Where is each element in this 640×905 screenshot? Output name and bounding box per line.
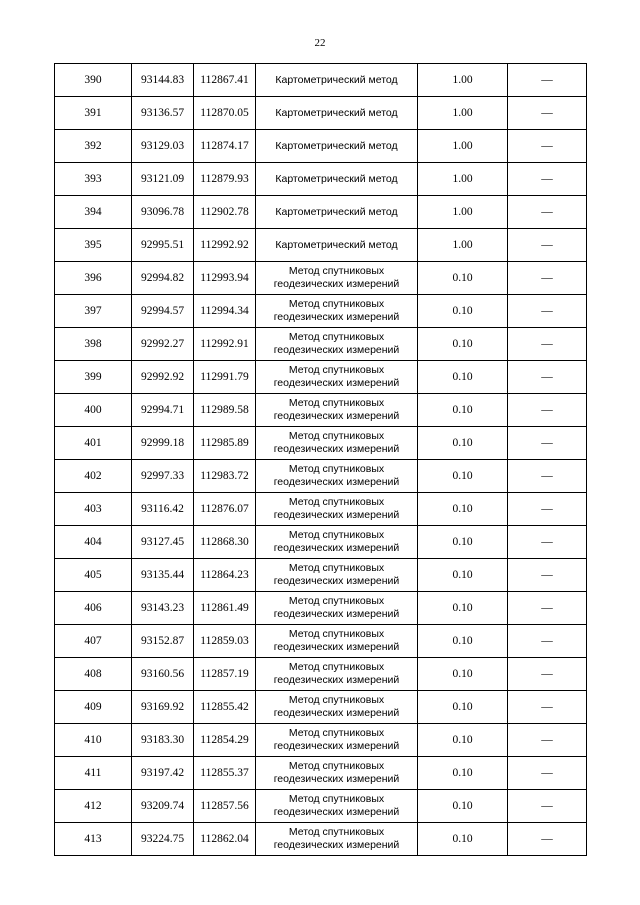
table-row: [55, 361, 587, 394]
method-cell: Картометрический метод: [256, 130, 418, 163]
note-cell: —: [508, 229, 587, 262]
accuracy-cell: 0.10: [418, 691, 508, 724]
method-cell: Метод спутниковых геодезических измерений: [256, 295, 418, 328]
point-number-cell: 397: [55, 295, 132, 328]
accuracy-cell: 0.10: [418, 427, 508, 460]
note-cell: —: [508, 163, 587, 196]
accuracy-cell: 0.10: [418, 592, 508, 625]
note-cell: —: [508, 262, 587, 295]
method-cell: Метод спутниковых геодезических измерений: [256, 757, 418, 790]
note-cell: —: [508, 691, 587, 724]
x-coordinate-cell: 92994.71: [132, 394, 194, 427]
method-cell: Метод спутниковых геодезических измерений: [256, 691, 418, 724]
point-number-cell: 407: [55, 625, 132, 658]
accuracy-cell: 0.10: [418, 559, 508, 592]
table-row: [55, 724, 587, 757]
x-coordinate-cell: 93135.44: [132, 559, 194, 592]
point-number-cell: 410: [55, 724, 132, 757]
x-coordinate-cell: 93116.42: [132, 493, 194, 526]
point-number-cell: 411: [55, 757, 132, 790]
accuracy-cell: 0.10: [418, 757, 508, 790]
note-cell: —: [508, 328, 587, 361]
note-cell: —: [508, 559, 587, 592]
y-coordinate-cell: 112855.42: [194, 691, 256, 724]
table-row: [55, 526, 587, 559]
note-cell: —: [508, 526, 587, 559]
x-coordinate-cell: 93183.30: [132, 724, 194, 757]
x-coordinate-cell: 93144.83: [132, 64, 194, 97]
table-row: [55, 163, 587, 196]
note-cell: —: [508, 790, 587, 823]
accuracy-cell: 0.10: [418, 790, 508, 823]
x-coordinate-cell: 93129.03: [132, 130, 194, 163]
table-row: [55, 460, 587, 493]
point-number-cell: 413: [55, 823, 132, 856]
x-coordinate-cell: 93169.92: [132, 691, 194, 724]
note-cell: —: [508, 658, 587, 691]
accuracy-cell: 0.10: [418, 295, 508, 328]
accuracy-cell: 1.00: [418, 163, 508, 196]
method-cell: Метод спутниковых геодезических измерений: [256, 658, 418, 691]
y-coordinate-cell: 112862.04: [194, 823, 256, 856]
table-row: [55, 196, 587, 229]
y-coordinate-cell: 112993.94: [194, 262, 256, 295]
note-cell: —: [508, 130, 587, 163]
y-coordinate-cell: 112992.91: [194, 328, 256, 361]
accuracy-cell: 0.10: [418, 724, 508, 757]
y-coordinate-cell: 112876.07: [194, 493, 256, 526]
y-coordinate-cell: 112989.58: [194, 394, 256, 427]
method-cell: Картометрический метод: [256, 97, 418, 130]
note-cell: —: [508, 493, 587, 526]
point-number-cell: 406: [55, 592, 132, 625]
method-cell: Картометрический метод: [256, 196, 418, 229]
point-number-cell: 399: [55, 361, 132, 394]
point-number-cell: 401: [55, 427, 132, 460]
table-row: [55, 97, 587, 130]
note-cell: —: [508, 823, 587, 856]
note-cell: —: [508, 592, 587, 625]
x-coordinate-cell: 92992.92: [132, 361, 194, 394]
y-coordinate-cell: 112879.93: [194, 163, 256, 196]
method-cell: Метод спутниковых геодезических измерений: [256, 427, 418, 460]
accuracy-cell: 0.10: [418, 394, 508, 427]
table-row: [55, 658, 587, 691]
method-cell: Картометрический метод: [256, 163, 418, 196]
y-coordinate-cell: 112854.29: [194, 724, 256, 757]
accuracy-cell: 1.00: [418, 64, 508, 97]
accuracy-cell: 1.00: [418, 196, 508, 229]
table-row: [55, 691, 587, 724]
table-row: [55, 592, 587, 625]
table-row: [55, 295, 587, 328]
y-coordinate-cell: 112870.05: [194, 97, 256, 130]
point-number-cell: 404: [55, 526, 132, 559]
point-number-cell: 394: [55, 196, 132, 229]
point-number-cell: 408: [55, 658, 132, 691]
accuracy-cell: 0.10: [418, 460, 508, 493]
table-row: [55, 757, 587, 790]
y-coordinate-cell: 112859.03: [194, 625, 256, 658]
method-cell: Метод спутниковых геодезических измерений: [256, 394, 418, 427]
method-cell: Метод спутниковых геодезических измерений: [256, 262, 418, 295]
note-cell: —: [508, 625, 587, 658]
method-cell: Метод спутниковых геодезических измерений: [256, 328, 418, 361]
method-cell: Метод спутниковых геодезических измерений: [256, 724, 418, 757]
table-row: [55, 328, 587, 361]
x-coordinate-cell: 93136.57: [132, 97, 194, 130]
x-coordinate-cell: 92994.57: [132, 295, 194, 328]
accuracy-cell: 1.00: [418, 229, 508, 262]
y-coordinate-cell: 112864.23: [194, 559, 256, 592]
y-coordinate-cell: 112985.89: [194, 427, 256, 460]
y-coordinate-cell: 112902.78: [194, 196, 256, 229]
accuracy-cell: 0.10: [418, 823, 508, 856]
x-coordinate-cell: 93143.23: [132, 592, 194, 625]
x-coordinate-cell: 93152.87: [132, 625, 194, 658]
x-coordinate-cell: 93197.42: [132, 757, 194, 790]
table-row: [55, 394, 587, 427]
note-cell: —: [508, 427, 587, 460]
y-coordinate-cell: 112855.37: [194, 757, 256, 790]
note-cell: —: [508, 196, 587, 229]
y-coordinate-cell: 112983.72: [194, 460, 256, 493]
y-coordinate-cell: 112857.56: [194, 790, 256, 823]
accuracy-cell: 1.00: [418, 97, 508, 130]
coordinates-table-body: [55, 64, 587, 856]
y-coordinate-cell: 112874.17: [194, 130, 256, 163]
method-cell: Метод спутниковых геодезических измерений: [256, 625, 418, 658]
y-coordinate-cell: 112857.19: [194, 658, 256, 691]
x-coordinate-cell: 93224.75: [132, 823, 194, 856]
table-row: [55, 790, 587, 823]
accuracy-cell: 0.10: [418, 361, 508, 394]
method-cell: Метод спутниковых геодезических измерений: [256, 790, 418, 823]
method-cell: Метод спутниковых геодезических измерений: [256, 526, 418, 559]
method-cell: Метод спутниковых геодезических измерений: [256, 460, 418, 493]
point-number-cell: 390: [55, 64, 132, 97]
point-number-cell: 395: [55, 229, 132, 262]
x-coordinate-cell: 92994.82: [132, 262, 194, 295]
point-number-cell: 396: [55, 262, 132, 295]
method-cell: Метод спутниковых геодезических измерений: [256, 559, 418, 592]
x-coordinate-cell: 93127.45: [132, 526, 194, 559]
point-number-cell: 412: [55, 790, 132, 823]
point-number-cell: 392: [55, 130, 132, 163]
note-cell: —: [508, 724, 587, 757]
point-number-cell: 403: [55, 493, 132, 526]
accuracy-cell: 0.10: [418, 328, 508, 361]
method-cell: Картометрический метод: [256, 64, 418, 97]
y-coordinate-cell: 112861.49: [194, 592, 256, 625]
accuracy-cell: 0.10: [418, 625, 508, 658]
y-coordinate-cell: 112867.41: [194, 64, 256, 97]
x-coordinate-cell: 93121.09: [132, 163, 194, 196]
table-row: [55, 427, 587, 460]
point-number-cell: 400: [55, 394, 132, 427]
method-cell: Метод спутниковых геодезических измерений: [256, 823, 418, 856]
y-coordinate-cell: 112992.92: [194, 229, 256, 262]
accuracy-cell: 1.00: [418, 130, 508, 163]
table-row: [55, 493, 587, 526]
note-cell: —: [508, 757, 587, 790]
table-row: [55, 625, 587, 658]
note-cell: —: [508, 460, 587, 493]
x-coordinate-cell: 92995.51: [132, 229, 194, 262]
x-coordinate-cell: 93096.78: [132, 196, 194, 229]
note-cell: —: [508, 394, 587, 427]
table-row: [55, 262, 587, 295]
point-number-cell: 398: [55, 328, 132, 361]
accuracy-cell: 0.10: [418, 658, 508, 691]
point-number-cell: 393: [55, 163, 132, 196]
table-row: [55, 229, 587, 262]
page-number: 22: [314, 37, 326, 49]
x-coordinate-cell: 92997.33: [132, 460, 194, 493]
table-row: [55, 823, 587, 856]
y-coordinate-cell: 112868.30: [194, 526, 256, 559]
point-number-cell: 402: [55, 460, 132, 493]
method-cell: Картометрический метод: [256, 229, 418, 262]
table-row: [55, 130, 587, 163]
note-cell: —: [508, 361, 587, 394]
coordinates-table: [54, 63, 587, 856]
x-coordinate-cell: 93160.56: [132, 658, 194, 691]
x-coordinate-cell: 92992.27: [132, 328, 194, 361]
accuracy-cell: 0.10: [418, 526, 508, 559]
note-cell: —: [508, 295, 587, 328]
method-cell: Метод спутниковых геодезических измерений: [256, 361, 418, 394]
y-coordinate-cell: 112994.34: [194, 295, 256, 328]
x-coordinate-cell: 93209.74: [132, 790, 194, 823]
note-cell: —: [508, 97, 587, 130]
accuracy-cell: 0.10: [418, 493, 508, 526]
method-cell: Метод спутниковых геодезических измерений: [256, 592, 418, 625]
table-row: [55, 559, 587, 592]
point-number-cell: 405: [55, 559, 132, 592]
x-coordinate-cell: 92999.18: [132, 427, 194, 460]
note-cell: —: [508, 64, 587, 97]
accuracy-cell: 0.10: [418, 262, 508, 295]
method-cell: Метод спутниковых геодезических измерений: [256, 493, 418, 526]
y-coordinate-cell: 112991.79: [194, 361, 256, 394]
point-number-cell: 409: [55, 691, 132, 724]
point-number-cell: 391: [55, 97, 132, 130]
table-row: [55, 64, 587, 97]
